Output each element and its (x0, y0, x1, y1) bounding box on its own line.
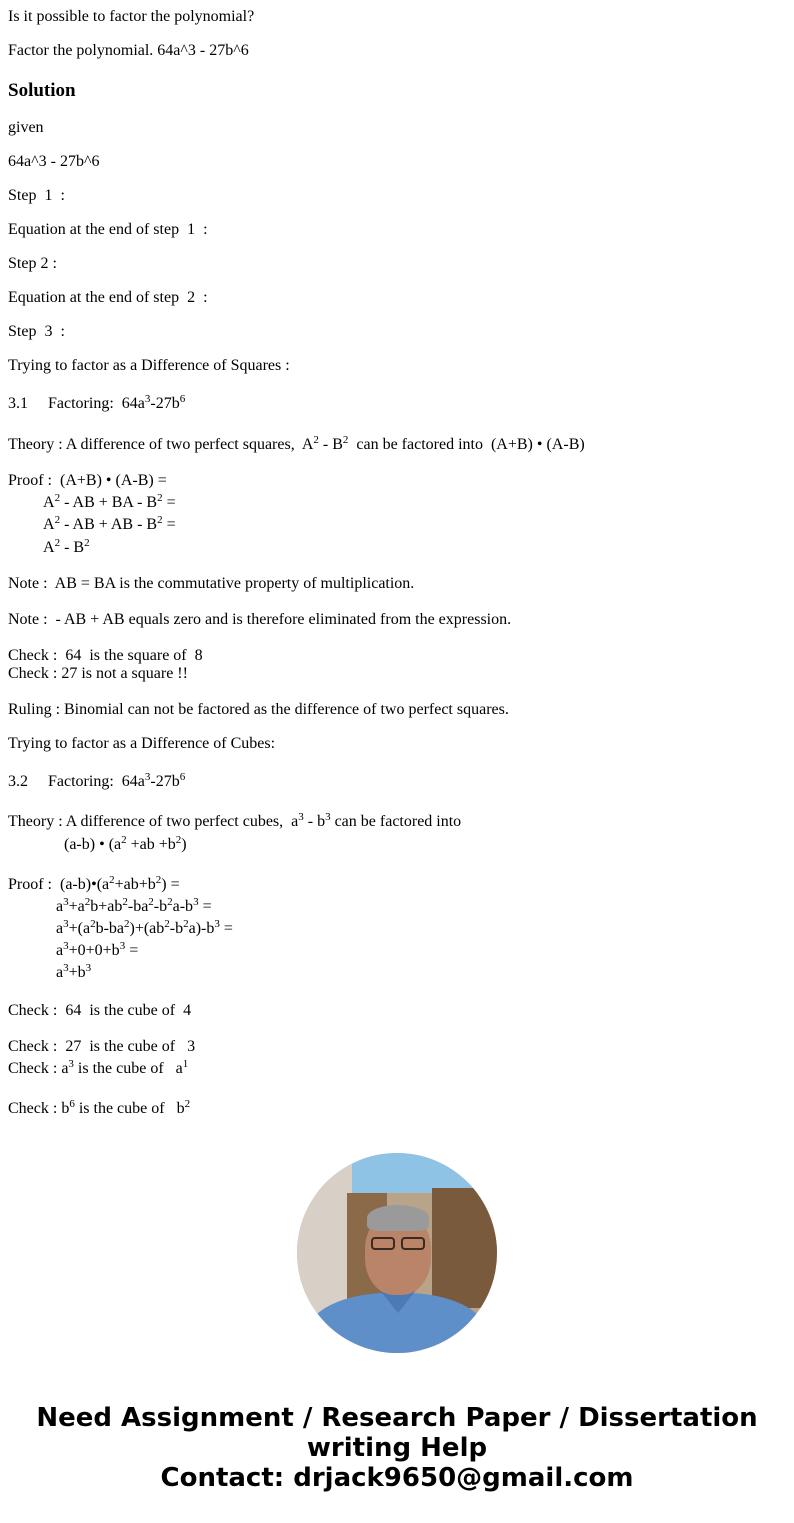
proof-term: +(a (68, 920, 91, 937)
exponent: 2 (148, 896, 154, 908)
solution-heading: Solution (8, 80, 76, 101)
factoring-term: -27b (150, 395, 180, 412)
step-3-label: Step 3 : (8, 323, 65, 340)
question-text: Is it possible to factor the polynomial? (8, 8, 255, 25)
author-avatar (297, 1153, 497, 1353)
theory-cubes-line-1 (8, 813, 461, 831)
theory-text: (a-b) • (a (64, 836, 122, 853)
equation-end-step-2: Equation at the end of step 2 : (8, 289, 208, 306)
proof-term: A (43, 494, 55, 511)
exponent: 2 (54, 537, 61, 549)
exponent: 3 (63, 896, 69, 908)
check-square-27: Check : 27 is not a square !! (8, 665, 188, 682)
theory-text: - B (318, 436, 343, 453)
check-text: Check : b (8, 1100, 70, 1117)
exponent: 3 (119, 940, 126, 952)
exponent: 3 (214, 918, 220, 930)
proof-term: = (198, 898, 212, 915)
exponent: 2 (54, 514, 61, 526)
exponent: 3 (144, 771, 151, 783)
step-1-label: Step 1 : (8, 187, 65, 204)
factoring-label: Factoring: 64a (48, 395, 145, 412)
proof-term: b+ab (90, 898, 123, 915)
proof-term: - AB + BA - B (60, 494, 158, 511)
exponent: 3 (193, 896, 199, 908)
proof-term: a (56, 942, 64, 959)
proof-cubes-line-5 (56, 964, 91, 982)
exponent: 3 (298, 811, 304, 823)
proof-term: +a (68, 898, 85, 915)
check-cube-64: Check : 64 is the cube of 4 (8, 1002, 192, 1019)
exponent: 3 (63, 918, 69, 930)
proof-cubes-line-2 (56, 898, 212, 916)
section-number: 3.2 (8, 773, 28, 790)
exponent: 2 (109, 874, 115, 886)
proof-term: a (56, 898, 64, 915)
exponent: 3 (85, 962, 92, 974)
step-2-label: Step 2 : (8, 255, 57, 272)
exponent: 2 (157, 492, 163, 504)
proof-squares-line-1: Proof : (A+B) • (A-B) = (8, 472, 167, 489)
cta-contact-email: Contact: drjack9650@gmail.com (160, 1463, 634, 1493)
exponent: 2 (54, 492, 61, 504)
proof-term: +ab+b (114, 876, 156, 893)
theory-text: ) (181, 836, 187, 853)
proof-term: -b (169, 920, 184, 937)
contact-banner (0, 1403, 794, 1493)
exponent: 2 (313, 434, 319, 446)
avatar-door-right (432, 1188, 497, 1308)
proof-term: Proof : (a-b)•(a (8, 876, 110, 893)
avatar-hair (367, 1205, 429, 1231)
proof-term: b-ba (95, 920, 124, 937)
exponent: 2 (155, 874, 162, 886)
exponent: 2 (342, 434, 349, 446)
theory-text: +ab +b (126, 836, 176, 853)
check-text: is the cube of a (73, 1060, 183, 1077)
cta-line-2: writing Help (306, 1433, 488, 1463)
exponent: 6 (179, 771, 186, 783)
exponent: 3 (63, 940, 69, 952)
difference-of-cubes-heading: Trying to factor as a Difference of Cubes: (8, 735, 276, 752)
factoring-label: Factoring: 64a (48, 773, 145, 790)
note-commutative: Note : AB = BA is the commutative property of multiplication. (8, 575, 415, 592)
proof-squares-line-2 (43, 494, 176, 512)
exponent: 3 (63, 962, 69, 974)
proof-cubes-line-3 (56, 920, 233, 938)
given-label: given (8, 119, 44, 136)
exponent: 2 (84, 537, 90, 549)
proof-cubes-line-4 (56, 942, 138, 960)
proof-term: = (162, 494, 176, 511)
proof-term: +b (68, 964, 86, 981)
exponent: 3 (325, 811, 331, 823)
proof-squares-line-4 (43, 539, 90, 557)
proof-term: +0+0+b (68, 942, 120, 959)
exponent: 2 (164, 918, 170, 930)
note-eliminated: Note : - AB + AB equals zero and is therefore eliminated from the expression. (8, 611, 512, 628)
proof-term: A (43, 539, 55, 556)
exponent: 2 (121, 834, 127, 846)
theory-text: can be factored into (A+B) • (A-B) (348, 436, 585, 453)
theory-text: can be factored into (330, 813, 462, 830)
factoring-term: -27b (150, 773, 180, 790)
theory-squares (8, 436, 585, 454)
check-square-64: Check : 64 is the square of 8 (8, 647, 203, 664)
check-cube-27: Check : 27 is the cube of 3 (8, 1038, 196, 1055)
avatar-glasses (369, 1237, 427, 1251)
proof-term: )+(ab (129, 920, 165, 937)
exponent: 2 (183, 918, 189, 930)
proof-squares-line-3 (43, 516, 176, 534)
check-text: is the cube of b (74, 1100, 185, 1117)
exponent: 6 (69, 1098, 75, 1110)
exponent: 2 (175, 834, 182, 846)
equation-end-step-1: Equation at the end of step 1 : (8, 221, 208, 238)
theory-text: Theory : A difference of two perfect cubes, a (8, 813, 299, 830)
theory-text: Theory : A difference of two perfect squares, A (8, 436, 314, 453)
proof-cubes-line-1 (8, 876, 180, 894)
section-number: 3.1 (8, 395, 28, 412)
check-cube-a3 (8, 1060, 188, 1078)
proof-term: = (125, 942, 139, 959)
given-expression: 64a^3 - 27b^6 (8, 153, 100, 170)
factoring-3-2 (8, 773, 185, 791)
check-cube-b6 (8, 1100, 190, 1118)
proof-term: ) = (161, 876, 180, 893)
theory-cubes-line-2 (64, 836, 187, 854)
proof-term: - B (60, 539, 85, 556)
exponent: 2 (124, 918, 130, 930)
theory-text: - b (303, 813, 326, 830)
exponent: 2 (184, 1098, 191, 1110)
proof-term: a-b (172, 898, 194, 915)
proof-term: = (219, 920, 233, 937)
exponent: 2 (157, 514, 163, 526)
cta-line-1: Need Assignment / Research Paper / Dissertation (36, 1403, 758, 1433)
ruling-text: Ruling : Binomial can not be factored as the difference of two perfect squares. (8, 701, 509, 718)
exponent: 6 (179, 393, 186, 405)
proof-term: a (56, 920, 64, 937)
proof-term: -ba (127, 898, 149, 915)
exponent: 2 (90, 918, 96, 930)
exponent: 1 (182, 1058, 189, 1070)
proof-term: a)-b (188, 920, 215, 937)
exponent: 3 (68, 1058, 74, 1070)
proof-term: - AB + AB - B (60, 516, 158, 533)
exponent: 3 (144, 393, 151, 405)
proof-term: = (162, 516, 176, 533)
proof-term: A (43, 516, 55, 533)
factoring-3-1 (8, 395, 185, 413)
problem-statement: Factor the polynomial. 64a^3 - 27b^6 (8, 42, 249, 59)
exponent: 2 (167, 896, 173, 908)
check-text: Check : a (8, 1060, 69, 1077)
exponent: 2 (122, 896, 128, 908)
proof-term: a (56, 964, 64, 981)
exponent: 2 (84, 896, 91, 908)
proof-term: -b (153, 898, 168, 915)
difference-of-squares-heading: Trying to factor as a Difference of Squares : (8, 357, 290, 374)
